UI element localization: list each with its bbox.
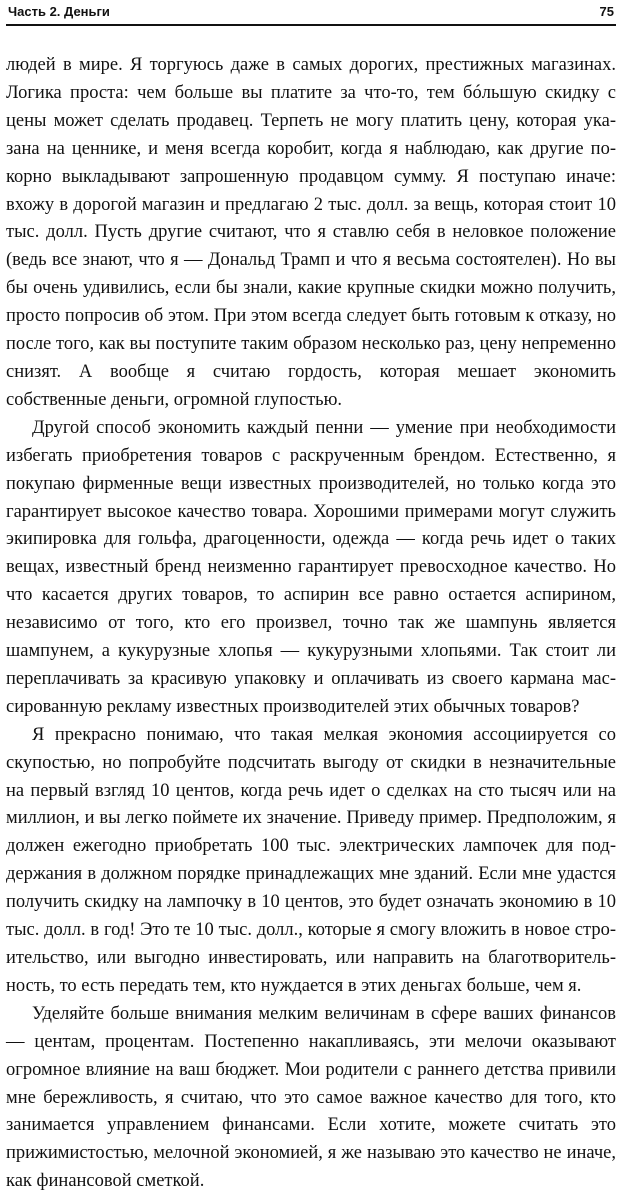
page-body (6, 52, 616, 1196)
running-header (8, 4, 614, 24)
page-number: 75 (599, 4, 614, 19)
header-divider (6, 24, 616, 26)
paragraph-continued: людей в мире. Я торгуюсь даже в самых дорогих, престижных магазинах. Логика проста: чем больше вы платите за что-то, тем бóльшую скидку с цены может сделать продавец. Терпеть не могу платить цену, которая указана на ценнике, и меня всегда коробит, когда я наблюдаю, как другие покорно выкладывают запрошенную продавцом сумму. Я поступаю иначе: вхожу в дорогой магазин и предлагаю 2 тыс. долл. за вещь, которая стоит 10 тыс. долл. Пусть другие считают, что я ставлю себя в неловкое положение (ведь все знают, что я — Дональд Трамп и что я весьма состоятелен). Но вы бы очень удивились, если бы знали, какие крупные скидки можно получить, просто попросив об этом. При этом всегда следует быть готовым к отказу, но после того, как вы поступите таким образом несколько раз, цену непременно снизят. А вообще я считаю гордость, которая мешает экономить собственные деньги, огромной глупостью. (6, 55, 616, 410)
paragraph: Я прекрасно понимаю, что такая мелкая экономия ассоциируется со скупостью, но попробуйте подсчитать выгоду от скидки в незначительные на первый взгляд 10 центов, когда речь идет о сделках на сто тысяч или на миллион, и вы легко поймете их значение. Приведу пример. Предположим, я должен ежегодно приобретать 100 тыс. электрических лампочек для поддержания в должном порядке принадлежащих мне зданий. Если мне удастся получить скидку на лампочку в 10 центов, это будет означать экономию в 10 тыс. долл. в год! Это те 10 тыс. долл., которые я смогу вложить в новое строительство, или выгодно инвестировать, или направить на благотворительность, то есть передать тем, кто нуждается в этих деньгах больше, чем я. (6, 724, 616, 996)
paragraph: Другой способ экономить каждый пенни — умение при необходимости избегать приобретения товаров с раскрученным брендом. Естественно, я покупаю фирменные вещи известных производителей, но только когда это гарантирует высокое качество товара. Хорошими примерами могут служить экипировка для гольфа, драгоценности, одежда — когда речь идет о таких вещах, известный бренд неизменно гарантирует превосходное качество. Но что касается других товаров, то аспирин все равно остается аспирином, независимо от того, кто его произвел, точно так же шампунь является шампунем, а кукурузные хлопья — кукурузными хлопьями. Так стоит ли переплачивать за красивую упаковку и оплачивать из своего кармана массированную рекламу известных производителей этих обычных товаров? (6, 417, 616, 717)
paragraph: Уделяйте больше внимания мелким величинам в сфере ваших финансов — центам, процентам. Постепенно накапливаясь, эти мелочи оказывают огромное влияние на ваш бюджет. Мои родители с раннего детства привили мне бережливость, я считаю, что это самое важное качество для того, кто занимается управлением финансами. Если хотите, можете считать это прижимистостью, мелочной экономией, я же называю это качество не иначе, как финансовой сметкой. (6, 1003, 616, 1192)
section-title: Часть 2. Деньги (8, 4, 110, 19)
